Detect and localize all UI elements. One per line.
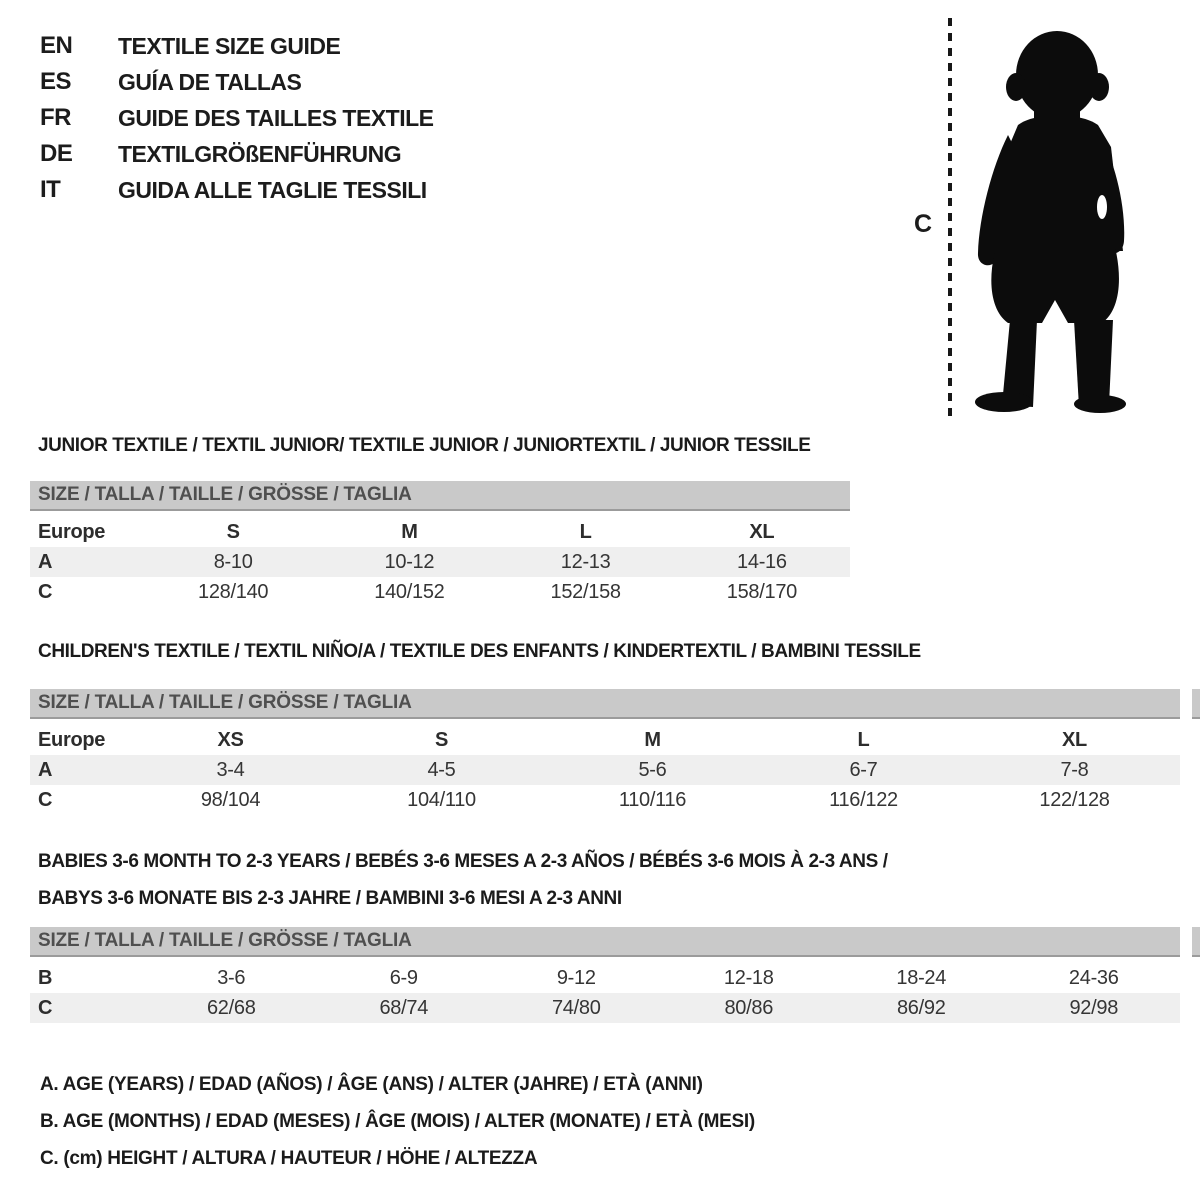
table-row [30,993,1180,1023]
children-size-table [30,689,1180,815]
value-cell: 92/98 [1069,996,1119,1019]
header-cell: L [579,520,592,543]
lang-code: EN [40,32,73,59]
value-cell: 24-36 [1068,966,1119,989]
value-cell: 116/122 [829,788,898,811]
value-cell: 68/74 [379,996,429,1019]
lang-title: GUÍA DE TALLAS [118,68,302,95]
row-label: A [38,758,53,781]
header-cell: M [644,728,661,751]
lang-title: TEXTILGRÖßENFÜHRUNG [118,140,402,167]
row-label: C [38,996,53,1019]
value-cell: 152/158 [550,580,621,603]
lang-row-it [40,172,434,208]
value-cell: 74/80 [551,996,601,1019]
table-row [30,577,850,607]
footnote-c: C. (cm) HEIGHT / ALTURA / HAUTEUR / HÖHE / ALTEZZA [40,1148,538,1169]
size-bar: SIZE / TALLA / TAILLE / GRÖSSE / TAGLIA [30,689,1180,719]
lang-code: ES [40,68,72,95]
table-row [30,547,850,577]
lang-title: GUIDE DES TAILLES TEXTILE [118,104,434,131]
babies-section-title [38,843,888,917]
size-bar: SIZE / TALLA / TAILLE / GRÖSSE / TAGLIA [30,481,850,511]
value-cell: 86/92 [896,996,946,1019]
lang-code: IT [40,176,61,203]
footnote-a: A. AGE (YEARS) / EDAD (AÑOS) / ÂGE (ANS) / ALTER (JAHRE) / ETÀ (ANNI) [40,1074,703,1095]
table-header-row [30,725,1180,755]
header-cell: Europe [38,728,106,751]
row-label: B [38,966,53,989]
value-cell: 140/152 [374,580,445,603]
value-cell: 6-9 [389,966,418,989]
value-cell: 158/170 [726,580,797,603]
babies-size-table [30,927,1180,1023]
babies-title-line2: BABYS 3-6 MONATE BIS 2-3 JAHRE / BAMBINI 3-6 MESI A 2-3 ANNI [38,888,622,909]
value-cell: 62/68 [206,996,256,1019]
header-cell: S [226,520,240,543]
header-cell: XS [217,728,244,751]
value-cell: 98/104 [200,788,261,811]
value-cell: 3-4 [216,758,245,781]
header-cell: M [401,520,418,543]
lang-title: TEXTILE SIZE GUIDE [118,32,341,59]
value-cell: 110/116 [618,788,687,811]
header-cell: Europe [38,520,106,543]
value-cell: 9-12 [556,966,596,989]
junior-size-table [30,481,850,607]
table-row [30,755,1180,785]
value-cell: 4-5 [427,758,456,781]
value-cell: 5-6 [638,758,667,781]
row-label: C [38,580,53,603]
footnote-b: B. AGE (MONTHS) / EDAD (MESES) / ÂGE (MOIS) / ALTER (MONATE) / ETÀ (MESI) [40,1111,755,1132]
lang-row-es [40,64,434,100]
header-cell: S [434,728,449,751]
row-label: C [38,788,53,811]
header-cell: XL [1062,728,1087,751]
header-cell: L [857,728,870,751]
value-cell: 104/110 [407,788,476,811]
value-cell: 6-7 [849,758,878,781]
lang-row-de [40,136,434,172]
row-label: A [38,550,53,573]
lang-row-fr [40,100,434,136]
value-cell: 12-18 [723,966,774,989]
toddler-silhouette-icon [950,13,1142,417]
lang-row-en [40,28,434,64]
table-edge-fragment [1192,689,1200,719]
table-row [30,785,1180,815]
value-cell: 3-6 [217,966,246,989]
value-cell: 8-10 [213,550,253,573]
value-cell: 14-16 [737,550,787,573]
value-cell: 122/128 [1039,788,1110,811]
lang-code: FR [40,104,71,131]
height-measure-label: C [914,210,933,238]
table-edge-fragment [1192,927,1200,957]
footnotes [40,1066,755,1177]
lang-title: GUIDA ALLE TAGLIE TESSILI [118,176,427,203]
header-cell: XL [749,520,775,543]
value-cell: 7-8 [1060,758,1089,781]
junior-section-title: JUNIOR TEXTILE / TEXTIL JUNIOR/ TEXTILE JUNIOR / JUNIORTEXTIL / JUNIOR TESSILE [38,435,811,456]
language-title-list [40,28,434,208]
value-cell: 10-12 [384,550,435,573]
size-bar: SIZE / TALLA / TAILLE / GRÖSSE / TAGLIA [30,927,1180,957]
lang-code: DE [40,140,73,167]
table-row [30,963,1180,993]
table-header-row [30,517,850,547]
value-cell: 12-13 [560,550,611,573]
value-cell: 18-24 [896,966,947,989]
value-cell: 128/140 [198,580,269,603]
babies-title-line1: BABIES 3-6 MONTH TO 2-3 YEARS / BEBÉS 3-6 MESES A 2-3 AÑOS / BÉBÉS 3-6 MOIS À 2-3 ANS / [38,851,888,872]
children-section-title: CHILDREN'S TEXTILE / TEXTIL NIÑO/A / TEXTILE DES ENFANTS / KINDERTEXTIL / BAMBINI TESSILE [38,641,921,662]
value-cell: 80/86 [724,996,774,1019]
